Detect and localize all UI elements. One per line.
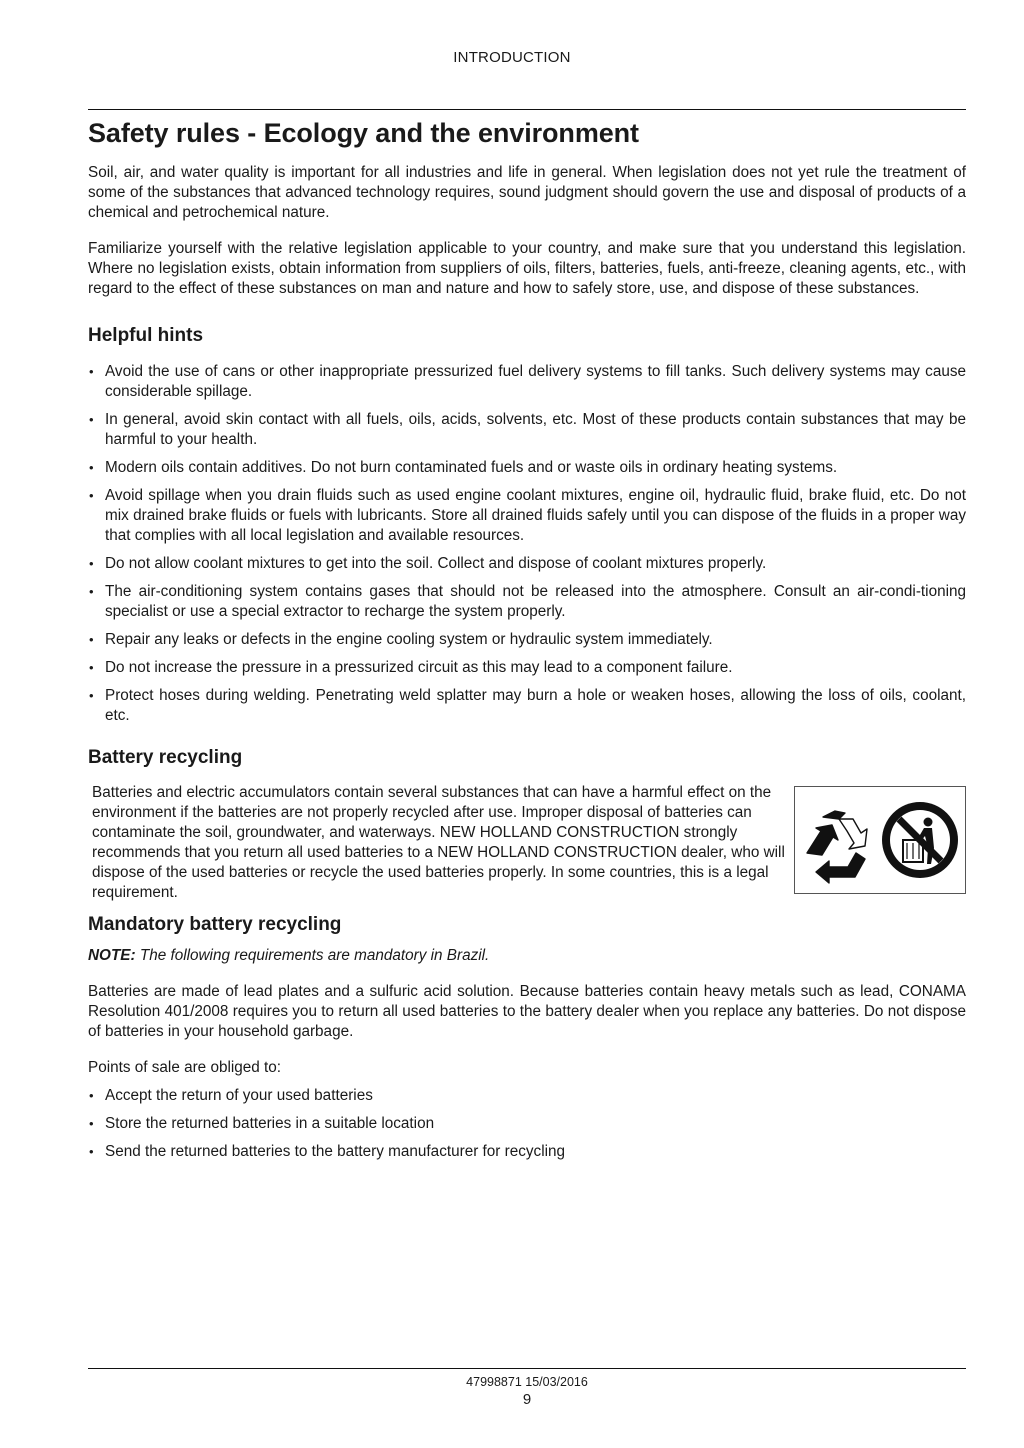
list-item: • Protect hoses during welding. Penetrating weld splatter may burn a hole or weaken hoses, allowing the loss of oils, coolant, etc. — [88, 686, 966, 726]
recycle-arrows — [807, 811, 867, 883]
battery-recycling-heading: Battery recycling — [88, 747, 243, 768]
no-trash-bin-icon — [882, 802, 958, 878]
note-text: The following requirements are mandatory in Brazil. — [139, 947, 490, 964]
page-number: 9 — [522, 1391, 532, 1408]
battery-recycling-figure — [794, 786, 966, 894]
page-title: Safety rules - Ecology and the environment — [88, 118, 639, 148]
points-of-sale-list — [88, 1086, 966, 1162]
list-item: • In general, avoid skin contact with all fuels, oils, acids, solvents, etc. Most of these products contain substances that may be harmful to your health. — [88, 410, 966, 450]
helpful-hints-list — [88, 362, 966, 726]
battery-recycling-block — [88, 783, 966, 901]
intro-paragraph-1: Soil, air, and water quality is important for all industries and life in general. When legislation does not yet rule the treatment of some of the substances that advanced technology requires, sound judgment should govern the use and disposal of products of a chemical and petrochemical nature. — [88, 164, 966, 221]
list-item: • Avoid the use of cans or other inappropriate pressurized fuel delivery systems to fill tanks. Such delivery systems may cause considerable spillage. — [88, 362, 966, 402]
note-label: NOTE: — [88, 947, 136, 964]
battery-recycling-text: Batteries and electric accumulators contain several substances that can have a harmful effect on the environment if the batteries are not properly recycled after use. Improper disposal of batteries can contaminate the soil, groundwater, and waterways. NEW HOLLAND CONSTRUCTION strongly recommends that you return all used batteries to a NEW HOLLAND CONSTRUCTION dealer, who will dispose of the used batteries or recycle the used batteries properly. In some countries, this is a legal requirement. — [92, 784, 785, 901]
intro-paragraph-2: Familiarize yourself with the relative legislation applicable to your country, and make sure that you understand this legislation. Where no legislation exists, obtain information from suppliers of oils, filters, batteries, fuels, anti-freeze, cleaning agents, etc., with regard to the effect of these substances on man and nature and how to safely store, use, and dispose of these substances. — [88, 240, 966, 297]
list-item: • Do not allow coolant mixtures to get into the soil. Collect and dispose of coolant mixtures properly. — [88, 554, 966, 574]
list-item: • Store the returned batteries in a suitable location — [88, 1114, 966, 1134]
mandatory-recycling-heading: Mandatory battery recycling — [88, 914, 342, 935]
top-divider — [88, 109, 966, 110]
list-item: • Do not increase the pressure in a pressurized circuit as this may lead to a component failure. — [88, 658, 966, 678]
running-head: INTRODUCTION — [453, 49, 571, 66]
list-item: • Send the returned batteries to the battery manufacturer for recycling — [88, 1142, 966, 1162]
document-reference: 47998871 15/03/2016 — [466, 1375, 588, 1389]
points-of-sale-intro: Points of sale are obliged to: — [88, 1059, 282, 1076]
list-item: • Modern oils contain additives. Do not burn contaminated fuels and or waste oils in ordinary heating systems. — [88, 458, 966, 478]
mandatory-paragraph: Batteries are made of lead plates and a sulfuric acid solution. Because batteries contain heavy metals such as lead, CONAMA Resolution 401/2008 requires you to return all used batteries to the battery dealer when you replace any batteries. Do not dispose of batteries in your household garbage. — [88, 983, 966, 1040]
list-item: • Avoid spillage when you drain fluids such as used engine coolant mixtures, engine oil, hydraulic fluid, brake fluid, etc. Do not mix drained brake fluids or fuels with lubricants. Store all drained fluids safely until you can dispose of the fluids in a proper way that complies with all local legislation and available resources. — [88, 486, 966, 546]
recycle-icon — [795, 787, 965, 893]
note — [88, 946, 966, 966]
page-content — [88, 112, 966, 1162]
bottom-divider — [88, 1368, 966, 1369]
helpful-hints-heading: Helpful hints — [88, 325, 204, 346]
list-item: • Accept the return of your used batteries — [88, 1086, 966, 1106]
list-item: • Repair any leaks or defects in the engine cooling system or hydraulic system immediately. — [88, 630, 966, 650]
list-item: • The air-conditioning system contains gases that should not be released into the atmosphere. Consult an air-condi-tioning specialist or use a special extractor to recharge the system properly. — [88, 582, 966, 622]
